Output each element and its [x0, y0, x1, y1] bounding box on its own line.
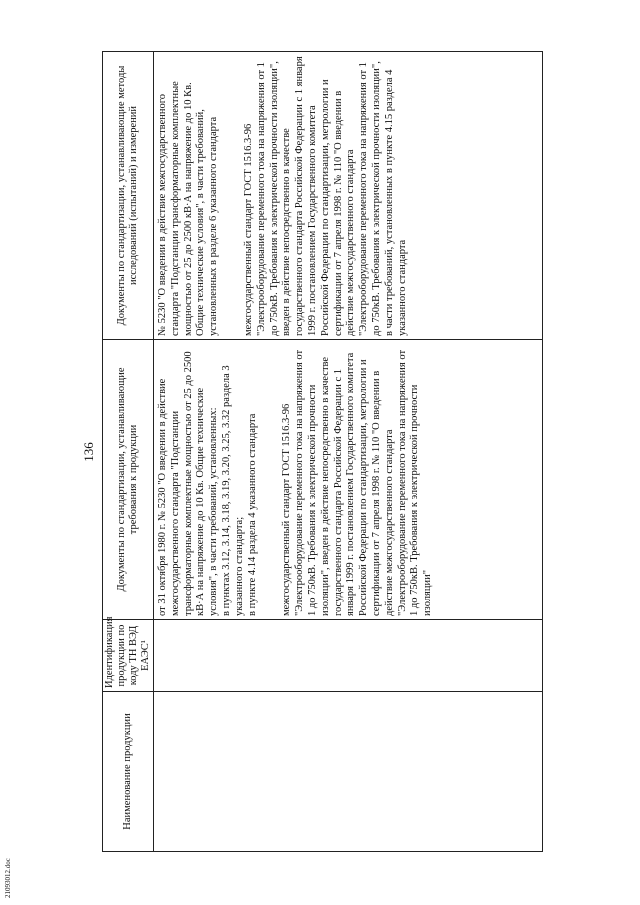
header-method-standards: Документы по стандартизации, устанавливающие методы исследований (испытаний) и измерений	[103, 52, 154, 340]
cell-requirement-standards	[154, 340, 543, 620]
standards-table	[102, 51, 543, 852]
cell-product-name	[154, 692, 543, 852]
requirement-text-3: в пункте 4.14 раздела 4 указанного стандарта	[246, 413, 258, 616]
requirement-text-4: межгосударственный стандарт ГОСТ 1516.3-96 "Электрооборудование переменного тока на напряжения от 1 до 750кВ. Требования к электрической прочности изоляции", введен в действие непосредственно в качестве государственного стандарта Российской Федерации с 1 января 1999 г. постановлением Государственного комитета Российской Федерации по стандартизации, метрологии и сертификации от 7 апреля 1998 г. № 110 "О введении в действие межгосударственного стандарта "Электрооборудование переменного тока на напряжения от 1 до 750кВ. Требования к электрической прочности изоляции"	[281, 349, 434, 616]
header-requirement-standards: Документы по стандартизации, устанавливающие требования к продукции	[103, 340, 154, 620]
cell-tn-ved-code	[154, 620, 543, 692]
document-filename: 21093012.doc	[4, 858, 12, 898]
cell-method-standards	[154, 52, 543, 340]
page-number: 136	[81, 442, 96, 462]
method-text-1: № 5230 "О введении в действие межгосударственного стандарта "Подстанции трансформаторные комплектные мощностью от 25 до 2500 кВ·А на напряжение до 10 Кв. Общие технические условия", в части требований, установленных в разделе 6 указанного стандарта	[157, 81, 220, 336]
requirement-text-1: от 31 октября 1980 г. № 5230 "О введении в действие межгосударственного стандарта "Подстанции трансформаторные комплектные мощностью от 25 до 2500 кВ·А на напряжение до 10 Кв. Общие технические условия", в части требований, установленных:	[157, 351, 220, 616]
header-product-name: Наименование продукции	[103, 692, 154, 852]
header-tn-ved-code: Идентификация продукции по коду ТН ВЭД ЕАЭС¹	[103, 620, 154, 692]
rotated-page	[80, 52, 560, 852]
method-text-2: межгосударственный стандарт ГОСТ 1516.3-96 "Электрооборудование переменного тока на напряжения от 1 до 750кВ. Требования к электрической прочности изоляции", введен в действие непосредственно в качестве государственного стандарта Российской Федерации с 1 января 1999 г. постановлением Государственного комитета Российской Федерации по стандартизации, метрологии и сертификации от 7 апреля 1998 г. № 110 "О введении в действие межгосударственного стандарта "Электрооборудование переменного тока на напряжения от 1 до 750кВ. Требования к электрической прочности изоляции", в части требований, установленных в пункте 4.15 раздела 4 указанного стандарта	[242, 56, 408, 336]
table-header-row	[103, 52, 154, 852]
table-row	[154, 52, 543, 852]
requirement-text-2: в пунктах 3.12, 3.14, 3.18, 3.19, 3.20, 3.25, 3.32 раздела 3 указанного стандарта;	[220, 365, 245, 616]
